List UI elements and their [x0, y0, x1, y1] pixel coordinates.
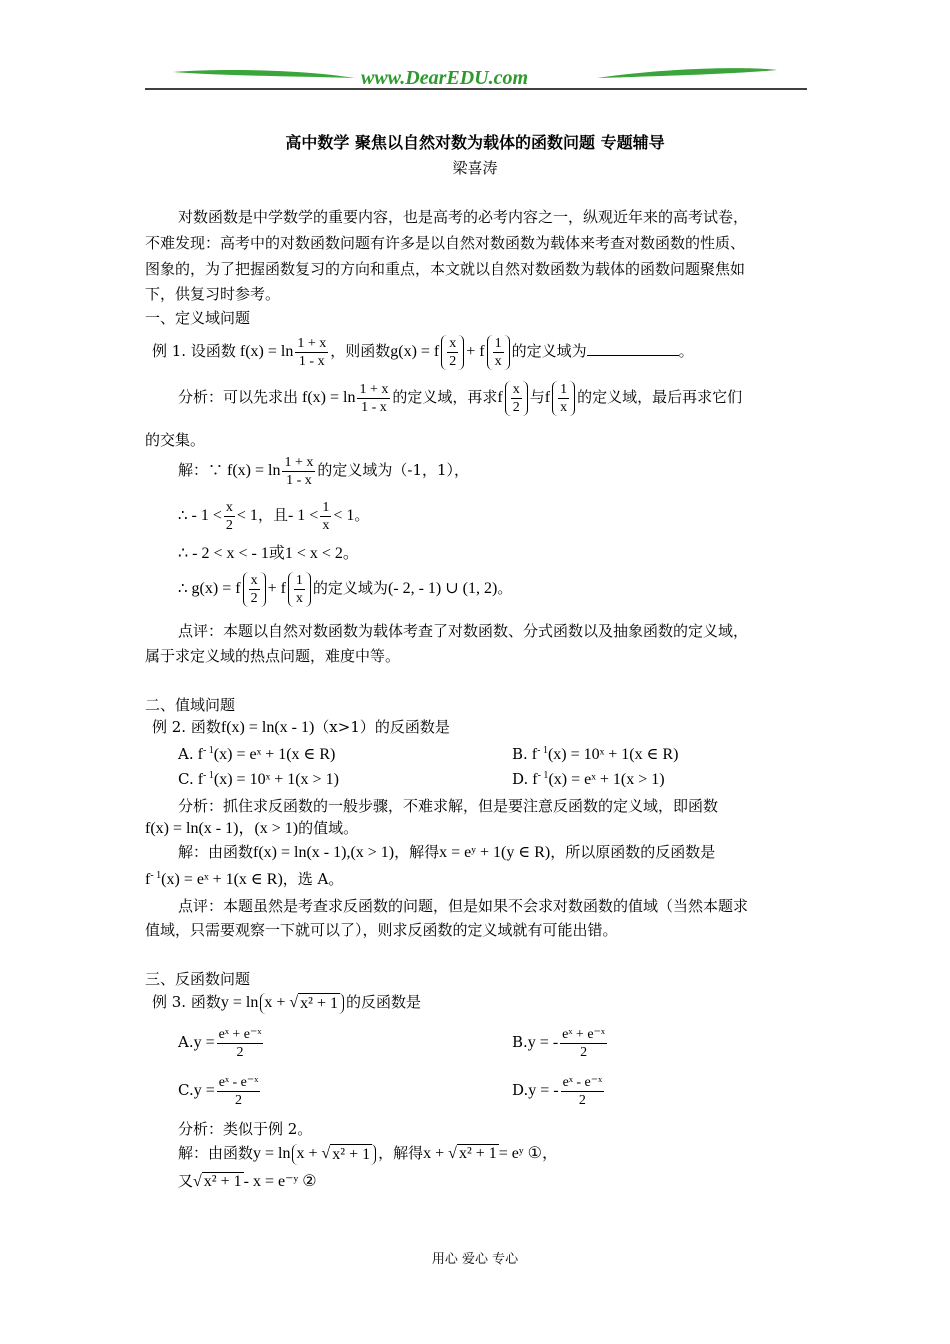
intro-line-4: 下，供复习时参考。 — [145, 285, 281, 303]
section2-heading: 二、值域问题 — [145, 696, 236, 714]
intro-line-1: 对数函数是中学数学的重要内容，也是高考的必考内容之一，纵观近年来的高考试卷， — [178, 208, 749, 226]
logo-left-swoosh — [173, 70, 355, 78]
section1-heading: 一、定义域问题 — [145, 309, 251, 327]
example3-option-d: D.y = - $\frac{\text{eˣ - e⁻ˣ}}{2}$ — [512, 1074, 603, 1108]
example3-solution-2: 又√ x² + 1 - x = e⁻ʸ ② — [178, 1172, 317, 1190]
example1-analysis-2: 的交集。 — [145, 431, 206, 449]
example2-solution-2: $f^{- 1}(x)$ = eˣ + 1(x ∈ R)，选 A。 — [145, 870, 344, 888]
example3-solution-1: 解：由函数y = ln x + √ x² + 1 ，解得x + √ x² + 1 = eʸ ①， — [178, 1144, 559, 1163]
example1-solution-3: ∴ - 2 < x < - 1或1 < x < 2。 — [178, 545, 359, 562]
example2-solution-1: 解：由函数f(x) = ln(x - 1),(x > 1)，解得x = eʸ + 1(y ∈ R)，所以原函数的反函数是 — [178, 843, 716, 861]
example1-solution-2: ∴ - 1 < $\frac{x}{2}$ < 1，且- 1 < $\frac{1}{x}$ < 1。 — [178, 499, 370, 533]
example3-option-c: C.y = $\frac{\text{eˣ - e⁻ˣ}}{2}$ — [178, 1074, 259, 1108]
intro-line-3: 图象的，为了把握函数复习的方向和重点，本文就以自然对数函数为载体的函数问题聚焦如 — [145, 260, 746, 278]
example1-analysis: 分析：可以先求出 f(x) = ln $\frac{1 + x}{1 - x}$ 的定义域，再求f $\frac{x}{2}$ 与f $\frac{1}{x}$ 的定义域，最后再求它们 — [178, 381, 743, 415]
section3-heading: 三、反函数问题 — [145, 970, 251, 988]
example1-solution-1: 解：∵ f(x) = ln $\frac{1 + x}{1 - x}$ 的定义域为（-1，1）， — [178, 454, 470, 488]
example1: 例 1. 设函数 f(x) = ln $\frac{1 + x}{1 - x}$ ，则函数g(x) = f $\frac{x}{2}$ + f $\frac{1}{x}$ 的定义域为 。 — [152, 335, 694, 369]
example2-analysis-2: f(x) = ln(x - 1)，(x > 1)的值域。 — [145, 819, 359, 837]
answer-blank — [587, 341, 679, 356]
example2-option-a: A. $f^{- 1}(x)$ = eˣ + 1(x ∈ R) — [178, 745, 336, 763]
example1-comment-1: 点评：本题以自然对数函数为载体考查了对数函数、分式函数以及抽象函数的定义域， — [178, 622, 749, 640]
intro-line-2: 不难发现：高考中的对数函数问题有许多是以自然对数函数为载体来考查对数函数的性质、 — [145, 234, 746, 252]
example3-analysis: 分析：类似于例 2。 — [178, 1120, 313, 1138]
example2-comment-1: 点评：本题虽然是考查求反函数的问题，但是如果不会求对数函数的值域（当然本题求 — [178, 897, 749, 915]
example2-comment-2: 值域，只需要观察一下就可以了），则求反函数的定义域就有可能出错。 — [145, 921, 618, 939]
page-footer: 用心 爱心 专心 — [431, 1252, 519, 1267]
example2: 例 2. 函数f(x) = ln(x - 1)（x>1）的反函数是 — [152, 718, 450, 736]
example2-analysis-1: 分析：抓住求反函数的一般步骤，不难求解，但是要注意反函数的定义域，即函数 — [178, 797, 719, 815]
example2-option-d: D. $f^{- 1}(x)$ = eˣ + 1(x > 1) — [512, 770, 665, 788]
header-logo — [145, 62, 807, 92]
example3-option-a: A.y = $\frac{\text{eˣ + e⁻ˣ}}{2}$ — [178, 1026, 262, 1060]
page-title: 高中数学 聚焦以自然对数为载体的函数问题 专题辅导 — [285, 133, 665, 152]
logo-right-swoosh — [597, 68, 777, 78]
example1-comment-2: 属于求定义域的热点问题，难度中等。 — [145, 647, 401, 665]
example3: 例 3. 函数y = ln x + √ x² + 1 的反函数是 — [152, 993, 421, 1012]
example3-option-b: B.y = - $\frac{\text{eˣ + e⁻ˣ}}{2}$ — [512, 1026, 605, 1060]
author: 梁喜涛 — [452, 159, 498, 177]
example2-option-b: B. $f^{- 1}(x)$ = 10ˣ + 1(x ∈ R) — [512, 745, 679, 763]
example1-solution-4: ∴ g(x) = f $\frac{x}{2}$ + f $\frac{1}{x}$ 的定义域为(- 2, - 1) ∪ (1, 2)。 — [178, 572, 513, 606]
logo-text: www.DearEDU.com — [361, 67, 529, 89]
example2-option-c: C. $f^{- 1}(x)$ = 10ˣ + 1(x > 1) — [178, 770, 339, 788]
